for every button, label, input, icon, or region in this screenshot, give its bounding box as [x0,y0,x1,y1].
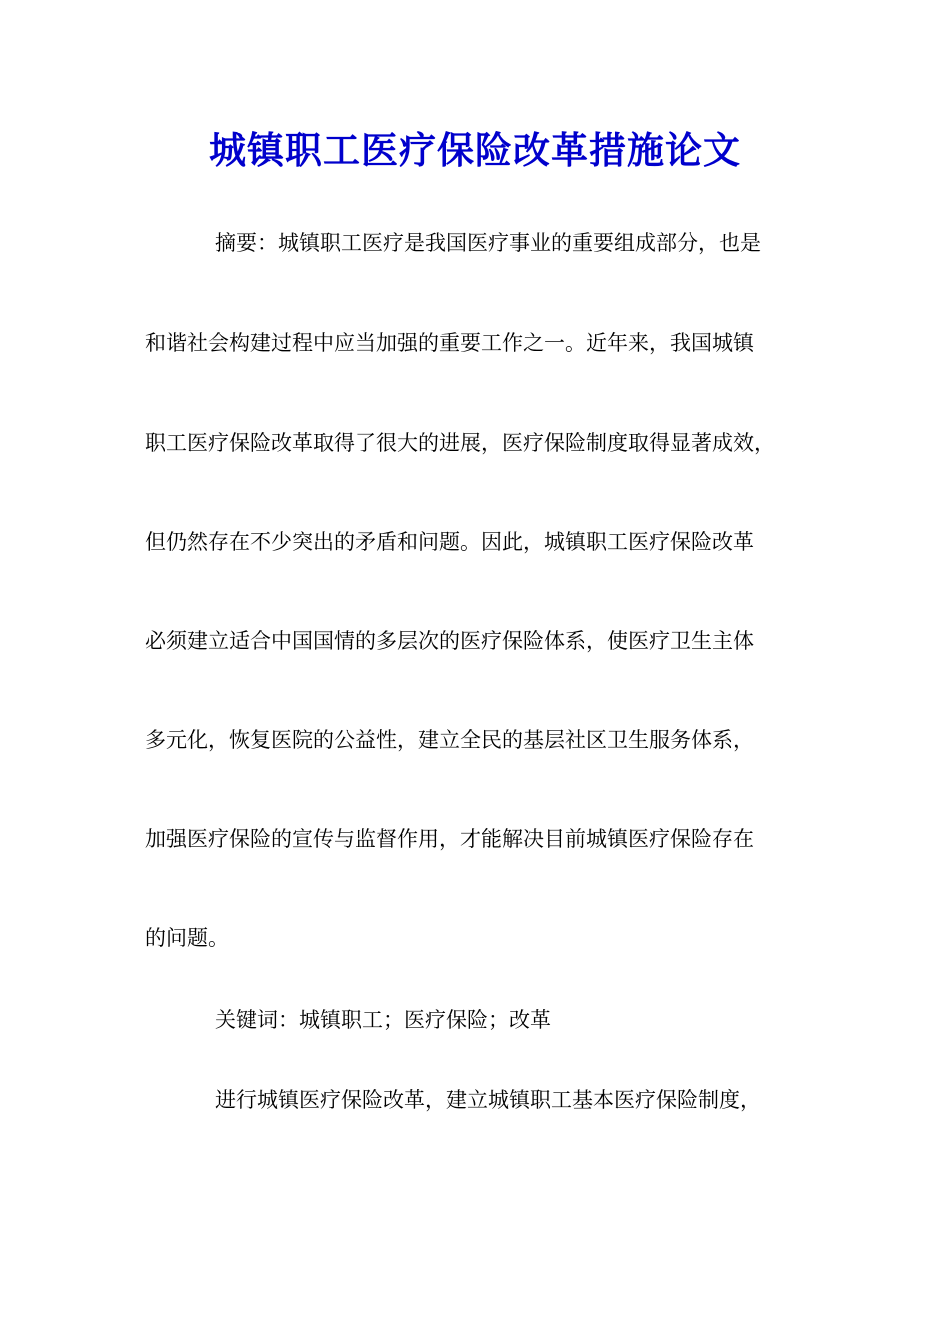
abstract-line: 和谐社会构建过程中应当加强的重要工作之一。近年来，我国城镇 [145,331,754,355]
document-title: 城镇职工医疗保险改革措施论文 [209,128,741,172]
abstract-line: 职工医疗保险改革取得了很大的进展，医疗保险制度取得显著成效， [145,431,775,455]
abstract-line: 必须建立适合中国国情的多层次的医疗保险体系，使医疗卫生主体 [145,629,754,653]
abstract-line: 但仍然存在不少突出的矛盾和问题。因此，城镇职工医疗保险改革 [145,530,754,554]
abstract-line: 多元化，恢复医院的公益性，建立全民的基层社区卫生服务体系， [145,728,754,752]
body-paragraph-line: 进行城镇医疗保险改革，建立城镇职工基本医疗保险制度， [215,1088,761,1112]
abstract-line: 的问题。 [145,926,229,950]
abstract-line: 摘要：城镇职工医疗是我国医疗事业的重要组成部分，也是 [215,231,761,255]
keywords-line: 关键词：城镇职工；医疗保险；改革 [215,1008,551,1032]
abstract-line: 加强医疗保险的宣传与监督作用，才能解决目前城镇医疗保险存在 [145,827,754,851]
